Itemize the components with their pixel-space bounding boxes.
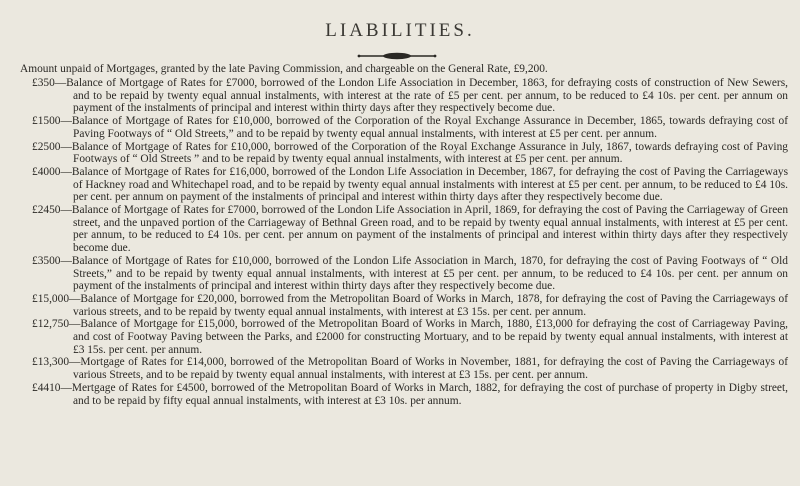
list-item: £13,300—Mortgage of Rates for £14,000, borrowed of the Metropolitan Board of Works in November, 1881, for defraying the cost of Paving the Carriageways of various Streets, and to be repaid by twenty equal annual instalments, with interest at £3 15s. per cent. per annum. [32,356,788,382]
intro-text: Amount unpaid of Mortgages, granted by the late Paving Commission, and chargeable on the General Rate, £9,200. [20,63,548,75]
list-item: £350—Balance of Mortgage of Rates for £7000, borrowed of the London Life Association in December, 1863, for defraying costs of construction of New Sewers, and to be repaid by twenty equal annual instalments, with interest at the rate of £5 per cent. per annum, to be reduced to £4 10s. per cent. per annum on payment of the instalments of principal and interest within thirty days after they respectively become due. [32,77,788,115]
list-item: £1500—Balance of Mortgage of Rates for £10,000, borrowed of the Corporation of the Royal Exchange Assurance in December, 1865, towards defraying cost of Paving Footways of “ Old Streets,” and to be repaid by twenty equal annual instalments, with interest at £5 per cent. per annum. [32,115,788,140]
list-item: £2500—Balance of Mortgage of Rates for £10,000, borrowed of the Corporation of the Royal Exchange Assurance in July, 1867, towards defraying cost of Paving Footways of “ Old Streets ” and to be repaid by twenty equal annual instalments, with interest at £5 per cent. per annum. [32,140,788,166]
list-item: £2450—Balance of Mortgage of Rates for £7000, borrowed of the London Life Association in April, 1869, for defraying the cost of Paving the Carriageway of Green street, and the unpaved portion of the Carriageway of Bethnal Green road, and to be repaid by twenty equal annual instalments, with interest at £5 per cent. per annum, to be reduced to £4 10s. per cent. per annum on payment of the instalments of principal and interest within thirty days after they respectively become due. [32,204,789,255]
list-item: £4410—Mertgage of Rates for £4500, borrowed of the Metropolitan Board of Works in March, 1882, for defraying the cost of purchase of property in Digby street, and to be repaid by fifty equal annual instalments, with interest at £3 10s. per annum. [32,381,788,407]
liabilities-list [20,77,788,407]
list-item: £4000—Balance of Mortgage of Rates for £16,000, borrowed of the London Life Association in December, 1867, for defraying the cost of Paving the Carriageways of Hackney road and Whitechapel road, and to be repaid by twenty equal annual instalments with interest at £5 per cent. per annum, to be reduced to £4 10s. per cent. per annum on payment of the instalments of principal and interest within thirty days after they respectively become due. [32,165,788,204]
list-item: £15,000—Balance of Mortgage for £20,000, borrowed from the Metropolitan Board of Works in March, 1878, for defraying the cost of Paving the Carriageways of various streets, and to be repaid by twenty equal annual instalments, with interest at £3 15s. per cent. per annum. [32,292,788,318]
list-item: £3500—Balance of Mortgage of Rates for £10,000, borrowed of the London Life Association in March, 1870, for defraying the cost of Paving Footways of “ Old Streets,” and to be repaid by twenty equal annual instalments, with interest at £5 per cent. per annum, to be reduced to £4 10s. per cent. per annum on payment of the instalments of principal and interest within thirty days after they respectively become due. [32,254,788,293]
list-item: £12,750—Balance of Mortgage for £15,000, borrowed of the Metropolitan Board of Works in March, 1880, £13,000 for defraying the cost of Carriageway Paving, and cost of Footway Paving between the Parks, and £2000 for constructing Mortuary, and to be repaid by twenty equal annual instalments, with interest at £3 15s. per cent. per annum. [32,318,788,356]
decorative-rule-icon [357,51,437,61]
page-title: LIABILITIES. [325,20,475,41]
